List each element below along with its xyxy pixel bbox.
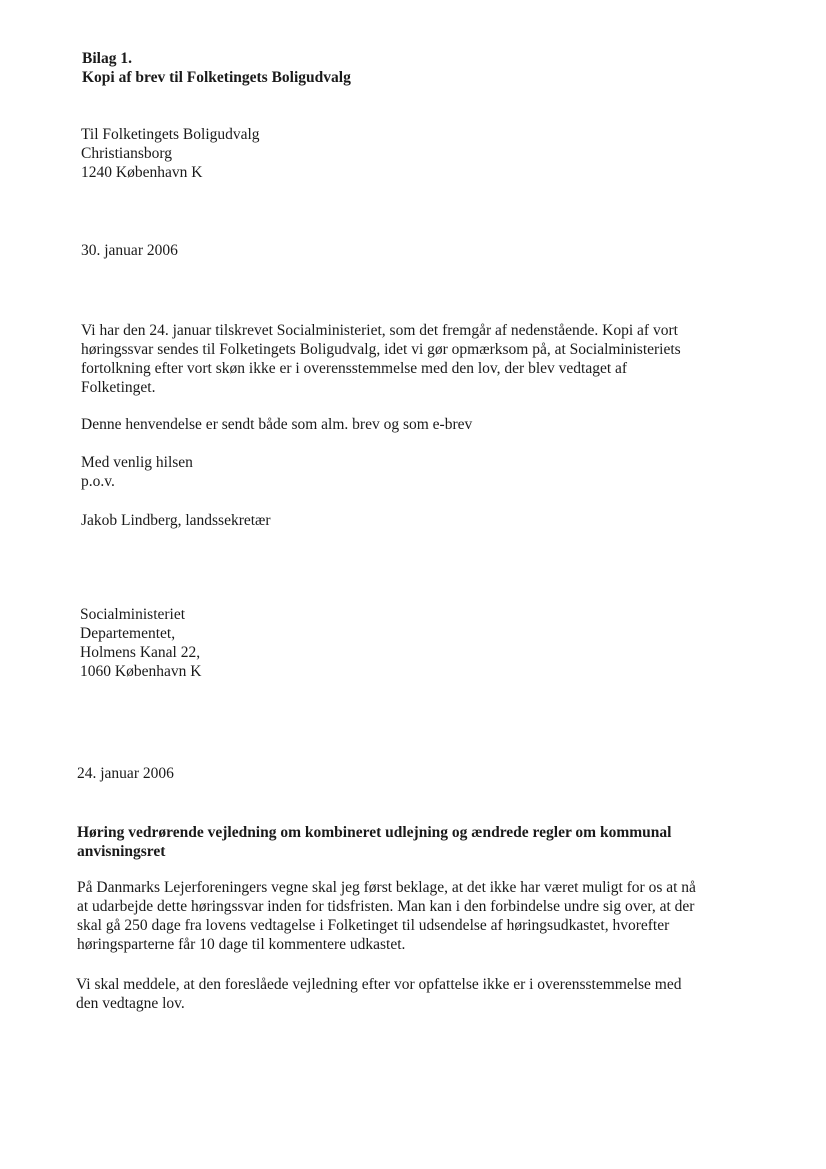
address-line: Socialministeriet (80, 606, 186, 623)
address-line: Departementet, (80, 625, 176, 642)
paragraph (77, 878, 696, 954)
recipient-address (81, 125, 260, 182)
address-line: 1240 København K (81, 164, 203, 181)
letter-body (81, 321, 681, 397)
paragraph-line: at udarbejde dette høringssvar inden for tidsfristen. Man kan i den forbindelse undre sig over, at der (77, 898, 695, 915)
letter-date: 30. januar 2006 (81, 242, 178, 259)
closing-line: Med venlig hilsen (81, 454, 193, 471)
address-line: Christiansborg (81, 145, 172, 162)
body-line: høringssvar sendes til Folketingets Boligudvalg, idet vi gør opmærksom på, at Socialministeriets (81, 341, 681, 358)
heading-line: Høring vedrørende vejledning om kombineret udlejning og ændrede regler om kommunal (77, 824, 672, 841)
ministry-address (80, 605, 201, 681)
page-title: Kopi af brev til Folketingets Boligudvalg (82, 69, 351, 86)
paragraph-line: skal gå 250 dage fra lovens vedtagelse i Folketinget til udsendelse af høringsudkastet, hvorefter (77, 917, 670, 934)
paragraph (76, 975, 682, 1013)
appendix-label: Bilag 1. (82, 50, 132, 67)
body-line: fortolkning efter vort skøn ikke er i overensstemmelse med den lov, der blev vedtaget af (81, 360, 628, 377)
closing (81, 453, 193, 491)
heading-line: anvisningsret (77, 843, 166, 860)
body-line: Folketinget. (81, 379, 156, 396)
hearing-heading (77, 823, 671, 861)
paragraph-line: høringsparterne får 10 dage til kommentere udkastet. (77, 936, 406, 953)
letter-date: 24. januar 2006 (77, 765, 174, 782)
paragraph-line: den vedtagne lov. (76, 995, 185, 1012)
body-line: Vi har den 24. januar tilskrevet Socialministeriet, som det fremgår af nedenstående. Kopi af vort (81, 322, 678, 339)
paragraph-line: På Danmarks Lejerforeningers vegne skal jeg først beklage, at det ikke har været muligt for os at nå (77, 879, 696, 896)
delivery-note: Denne henvendelse er sendt både som alm. brev og som e-brev (81, 416, 473, 433)
address-line: Til Folketingets Boligudvalg (81, 126, 260, 143)
closing-line: p.o.v. (81, 473, 115, 490)
document-header (82, 49, 351, 87)
address-line: Holmens Kanal 22, (80, 644, 201, 661)
signature: Jakob Lindberg, landssekretær (81, 512, 271, 529)
address-line: 1060 København K (80, 663, 202, 680)
paragraph-line: Vi skal meddele, at den foreslåede vejledning efter vor opfattelse ikke er i overensstemmelse med (76, 976, 682, 993)
